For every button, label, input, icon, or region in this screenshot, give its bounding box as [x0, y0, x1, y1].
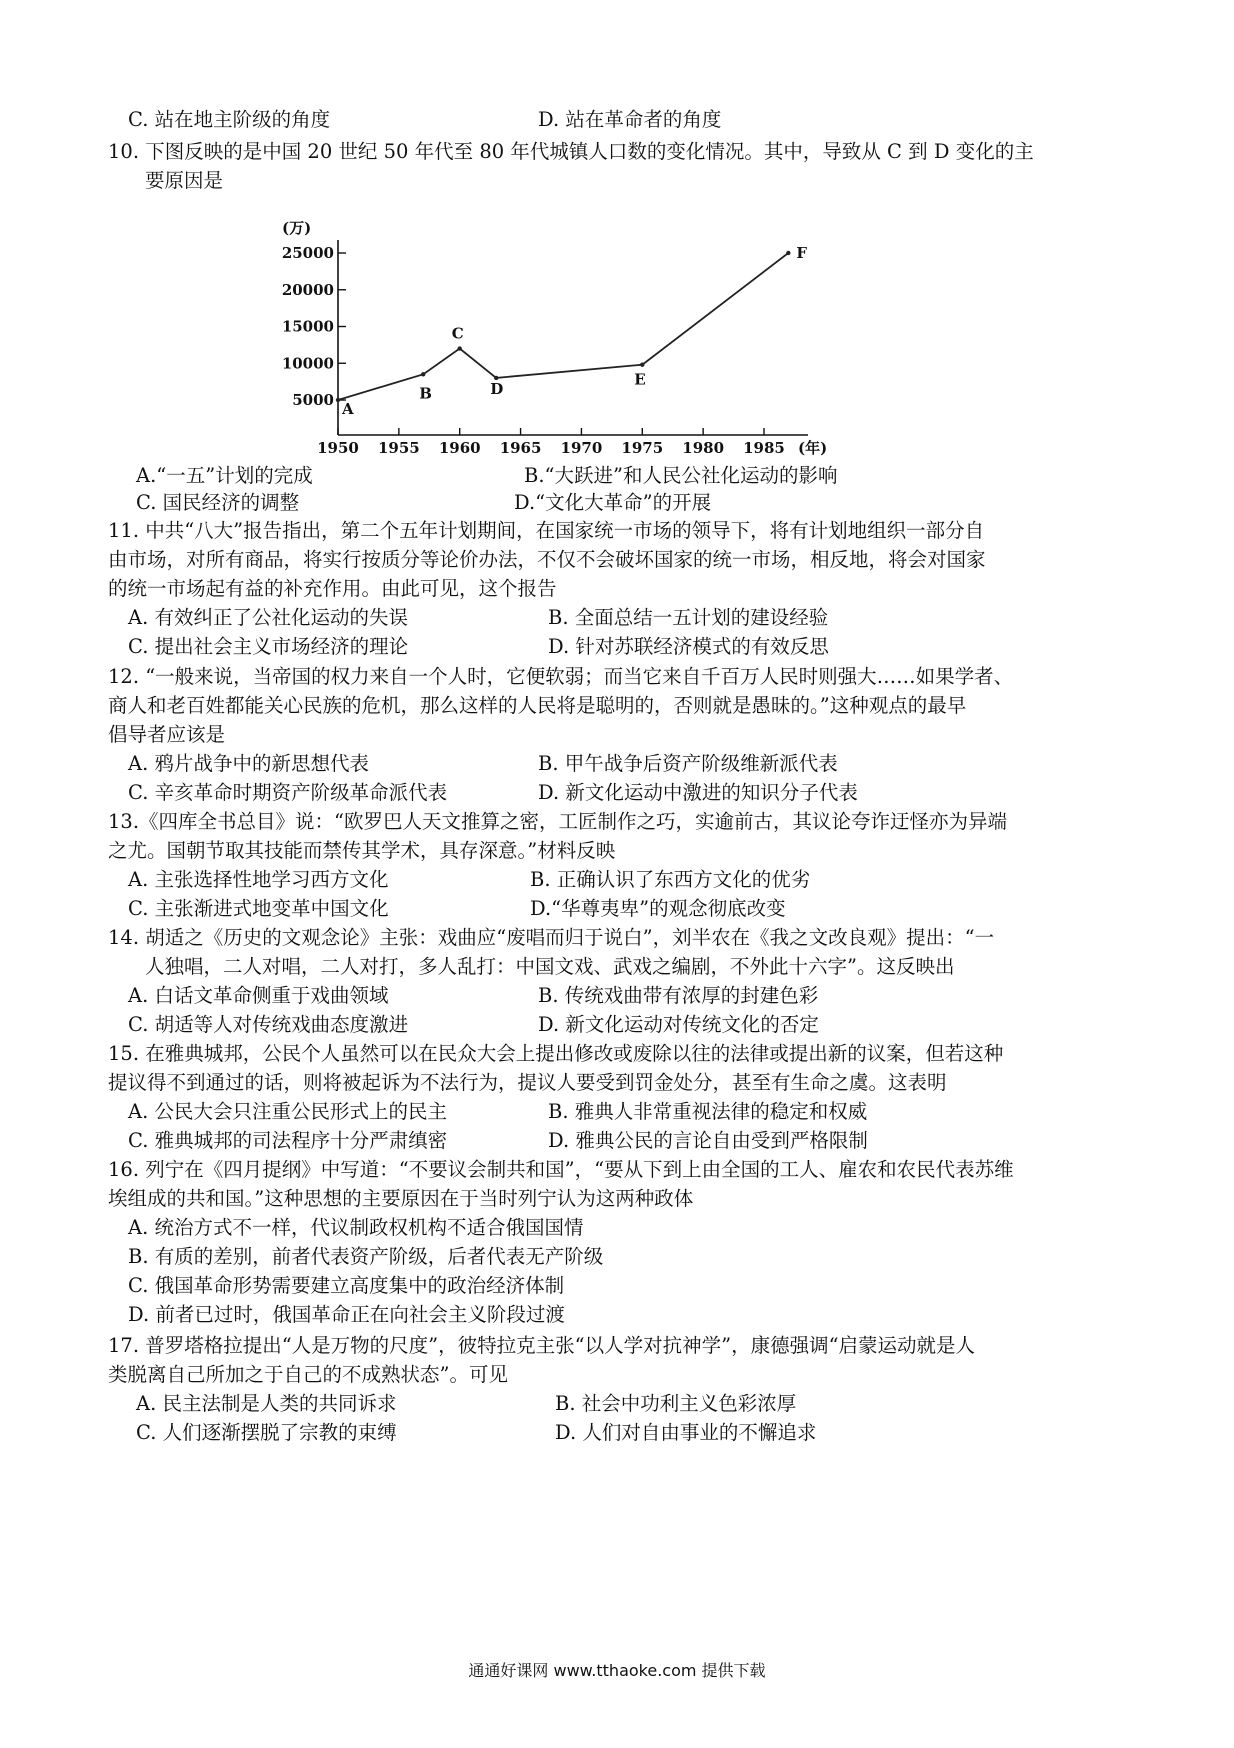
q17-option-c: C. 人们逐渐摆脱了宗教的束缚	[136, 1421, 397, 1444]
data-point-b	[421, 372, 425, 376]
q14-option-d: D. 新文化运动对传统文化的否定	[538, 1013, 819, 1036]
point-label-d: D	[490, 379, 504, 398]
q16-option-b: B. 有质的差别，前者代表资产阶级，后者代表无产阶级	[128, 1245, 604, 1268]
q15-option-d: D. 雅典公民的言论自由受到严格限制	[548, 1129, 868, 1152]
q13-option-d: D.“华尊夷卑”的观念彻底改变	[530, 897, 786, 920]
point-label-b: B	[419, 384, 432, 403]
q17-stem-line2: 类脱离自己所加之于自己的不成熟状态”。可见	[108, 1363, 508, 1386]
q17-stem-line1: 17. 普罗塔格拉提出“人是万物的尺度”，彼特拉克主张“以人学对抗神学”，康德强调“启蒙运动就是人	[108, 1334, 976, 1357]
q14-option-a: A. 白话文革命侧重于戏曲领域	[128, 984, 389, 1007]
q12-stem-line1: 12. “一般来说，当帝国的权力来自一个人时，它便软弱；而当它来自千百万人民时则强大……如果学者、	[108, 665, 1014, 688]
q10-stem-line1: 10. 下图反映的是中国 20 世纪 50 年代至 80 年代城镇人口数的变化情况。其中，导致从 C 到 D 变化的主	[108, 140, 1034, 163]
y-tick-label: 20000	[281, 280, 334, 299]
data-point-c	[458, 346, 462, 350]
q17-option-b: B. 社会中功利主义色彩浓厚	[555, 1392, 797, 1415]
q12-stem-line2: 商人和老百姓都能关心民族的危机，那么这样的人民将是聪明的，否则就是愚昧的。”这种观点的最早	[108, 694, 967, 717]
q16-option-d: D. 前者已过时，俄国革命正在向社会主义阶段过渡	[128, 1303, 565, 1326]
q11-option-c: C. 提出社会主义市场经济的理论	[128, 635, 409, 658]
x-tick-label: 1970	[560, 439, 603, 457]
q16-option-a: A. 统治方式不一样，代议制政权机构不适合俄国国情	[128, 1216, 584, 1239]
q14-stem-line2: 人独唱，二人对唱，二人对打，多人乱打：中国文戏、武戏之编剧，不外此十六字”。这反映出	[145, 955, 955, 978]
chart-ticks	[282, 244, 785, 457]
q12-option-a: A. 鸦片战争中的新思想代表	[128, 752, 369, 775]
q13-stem-line2: 之尤。国朝节取其技能而禁传其学术，具存深意。”材料反映	[108, 839, 616, 862]
q15-option-a: A. 公民大会只注重公民形式上的民主	[128, 1100, 447, 1123]
q17-option-d: D. 人们对自由事业的不懈追求	[555, 1421, 817, 1444]
q15-option-c: C. 雅典城邦的司法程序十分严肃缜密	[128, 1129, 448, 1152]
q11-option-a: A. 有效纠正了公社化运动的失误	[128, 606, 408, 629]
q10-option-b: B.“大跃进”和人民公社化运动的影响	[524, 464, 838, 487]
q10-option-c: C. 国民经济的调整	[136, 491, 300, 514]
x-tick-label: 1960	[438, 439, 481, 457]
chart-ylabel: (万)	[282, 219, 312, 237]
q11-option-b: B. 全面总结一五计划的建设经验	[548, 606, 829, 629]
series-line	[338, 253, 788, 403]
q16-stem-line2: 埃组成的共和国。”这种思想的主要原因在于当时列宁认为这两种政体	[108, 1187, 694, 1210]
y-tick-label: 10000	[281, 354, 334, 373]
q16-stem-line1: 16. 列宁在《四月提纲》中写道：“不要议会制共和国”，“要从下到上由全国的工人、雇农和农民代表苏维	[108, 1158, 1014, 1181]
q15-stem-line2: 提议得不到通过的话，则将被起诉为不法行为，提议人要受到罚金处分，甚至有生命之虞。这表明	[108, 1071, 947, 1094]
q14-stem-line1: 14. 胡适之《历史的文观念论》主张：戏曲应“废唱而归于说白”，刘半农在《我之文改良观》提出：“一	[108, 926, 995, 949]
q11-stem-line1: 11. 中共“八大”报告指出，第二个五年计划期间，在国家统一市场的领导下，将有计划地组织一部分自	[108, 519, 985, 542]
data-point-f	[786, 251, 790, 255]
q16-option-c: C. 俄国革命形势需要建立高度集中的政治经济体制	[128, 1274, 565, 1297]
data-point-e	[640, 363, 644, 367]
q17-option-a: A. 民主法制是人类的共同诉求	[136, 1392, 397, 1415]
x-tick-label: 1950	[317, 439, 359, 457]
q9-option-d: D. 站在革命者的角度	[538, 108, 722, 131]
point-label-a: A	[342, 400, 354, 418]
q11-stem-line2: 由市场，对所有商品，将实行按质分等论价办法，不仅不会破坏国家的统一市场，相反地，将会对国家	[108, 548, 986, 571]
x-tick-label: 1965	[499, 439, 542, 457]
x-tick-label: 1955	[377, 439, 420, 457]
q12-option-d: D. 新文化运动中激进的知识分子代表	[538, 781, 858, 804]
q15-option-b: B. 雅典人非常重视法律的稳定和权威	[548, 1100, 868, 1123]
y-tick-label: 25000	[281, 244, 334, 262]
point-label-e: E	[634, 370, 646, 389]
chart-series	[336, 244, 808, 418]
q13-stem-line1: 13.《四库全书总目》说：“欧罗巴人天文推算之密，工匠制作之巧，实逾前古，其议论夸诈迂怪亦为异端	[108, 810, 1007, 833]
q9-option-c: C. 站在地主阶级的角度	[128, 108, 331, 131]
y-tick-label: 5000	[292, 391, 334, 409]
q12-option-c: C. 辛亥革命时期资产阶级革命派代表	[128, 781, 448, 804]
q14-option-b: B. 传统戏曲带有浓厚的封建色彩	[538, 984, 819, 1007]
data-point-a	[336, 398, 340, 402]
chart-xlabel: (年)	[798, 439, 828, 457]
q13-option-a: A. 主张选择性地学习西方文化	[128, 868, 389, 891]
y-tick-label: 15000	[281, 317, 334, 336]
x-tick-label: 1975	[621, 439, 664, 457]
chart-axes	[338, 240, 808, 435]
q13-option-c: C. 主张渐进式地变革中国文化	[128, 897, 389, 920]
q12-option-b: B. 甲午战争后资产阶级维新派代表	[538, 752, 838, 775]
point-label-c: C	[451, 324, 464, 343]
x-tick-label: 1985	[743, 439, 785, 457]
q10-stem-line2: 要原因是	[145, 169, 224, 192]
q10-option-a: A.“一五”计划的完成	[136, 464, 313, 487]
q15-stem-line1: 15. 在雅典城邦，公民个人虽然可以在民众大会上提出修改或废除以往的法律或提出新的议案，但若这种	[108, 1042, 1004, 1065]
q13-option-b: B. 正确认识了东西方文化的优劣	[530, 868, 811, 891]
q11-stem-line3: 的统一市场起有益的补充作用。由此可见，这个报告	[108, 577, 557, 600]
page-footer: 通通好课网 www.tthaoke.com 提供下载	[468, 1661, 766, 1680]
q10-option-d: D.“文化大革命”的开展	[514, 491, 712, 514]
q11-option-d: D. 针对苏联经济模式的有效反思	[548, 635, 829, 658]
q12-stem-line3: 倡导者应该是	[108, 723, 226, 746]
x-tick-label: 1980	[682, 439, 725, 457]
point-label-f: F	[796, 244, 807, 262]
q14-option-c: C. 胡适等人对传统戏曲态度激进	[128, 1013, 409, 1036]
urban-population-chart	[281, 219, 850, 465]
